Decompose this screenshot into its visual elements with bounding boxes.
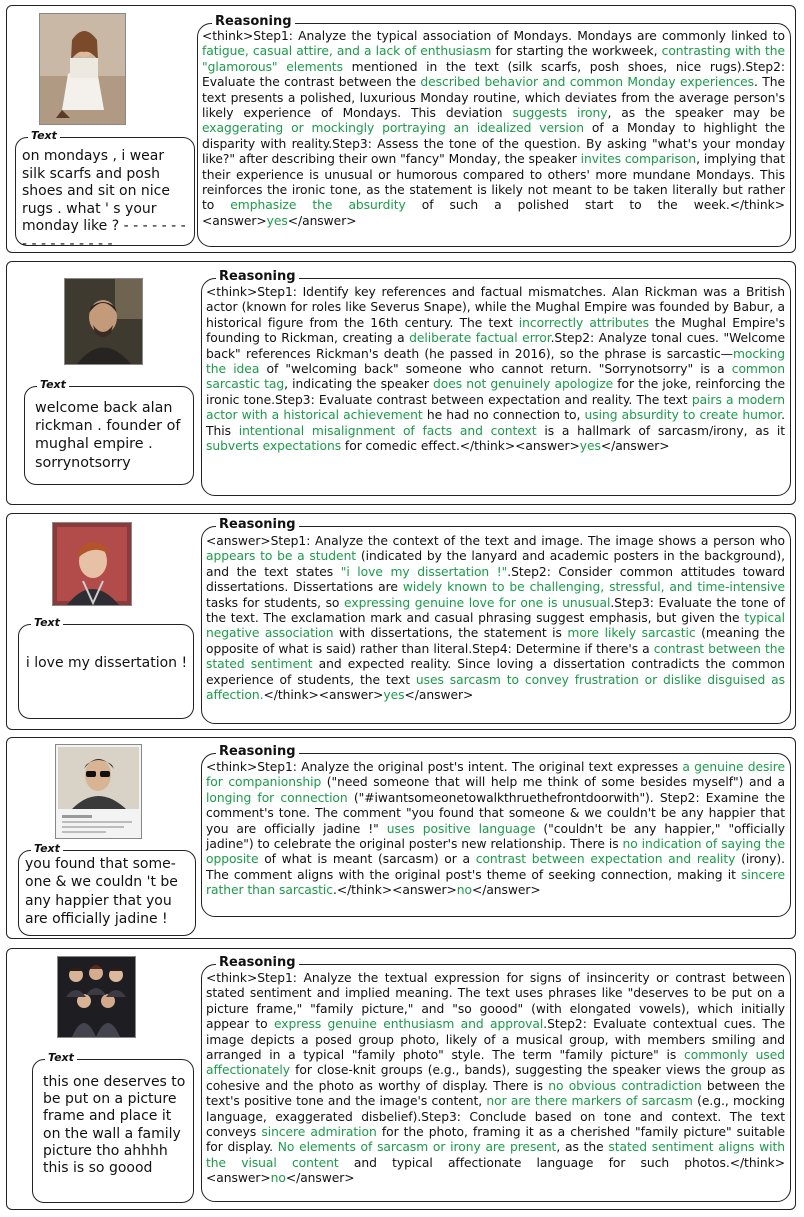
highlighted-phrase: widely known to be challenging, stressful, and time-intensive: [402, 580, 785, 595]
reasoning-box-1: [197, 14, 791, 247]
reasoning-segment: ("#iwantsomeonetowalkthruethefrontdoorwith"). Step2: Examine the comment's tone. The comment "you found that someone & we couldn't be any happier that you are officially jadine !": [206, 790, 785, 836]
highlighted-phrase: sincere admiration: [261, 1125, 377, 1140]
text-box-4: [18, 842, 196, 936]
reasoning-segment: , as the speaker may be: [607, 106, 785, 121]
sample-text-4: you found that some-one & we couldn 't be any happier that you are officially jadine !: [25, 856, 178, 928]
reasoning-segment: (indicated by the lanyard and academic posters in the background), and the text states: [206, 549, 785, 579]
reasoning-text-1: [202, 29, 785, 229]
young-man-photo-icon: [53, 523, 131, 605]
reasoning-segment: .Step2: Consider common attitudes toward dissertations. Dissertations are: [206, 564, 785, 595]
highlighted-phrase: fatigue, casual attire, and a lack of enthusiasm: [202, 44, 492, 59]
reasoning-segment: between the text's positive tone and the image's content,: [206, 1078, 785, 1109]
highlighted-phrase: nor are there markers of sarcasm: [486, 1094, 693, 1109]
sample-card-1: [6, 5, 796, 253]
text-box-3: [18, 616, 194, 719]
reasoning-segment: is a hallmark of sarcasm/irony, as it: [536, 423, 786, 438]
reasoning-segment: .Step3: Evaluate the tone of the text. The exclamation mark and casual phrasing suggest emphasis, but given the: [206, 595, 785, 626]
reasoning-segment: . The text presents a polished, luxurious Monday routine, which deviates from the average person's likely experience of Mondays. This deviation: [202, 75, 785, 121]
highlighted-phrase: No elements of sarcasm or irony are present: [277, 1140, 557, 1155]
reasoning-segment: ("need someone that will help me think of some besides myself") and a: [321, 775, 785, 790]
highlighted-phrase: using absurdity to create humor: [584, 408, 782, 423]
reasoning-text-5: [206, 971, 785, 1187]
reasoning-segment: and typical affectionate language for such photos.</think> <answer>: [206, 1155, 785, 1186]
reasoning-segment: <answer>Step1: Analyze the context of the text and image. The image shows a person who: [206, 534, 785, 548]
highlighted-phrase: emphasize the absurdity: [230, 198, 406, 213]
highlighted-phrase: stated sentiment aligns with the visual content: [206, 1140, 785, 1170]
reasoning-segment: of "welcoming back" someone who cannot return. "Sorrynotsorry" is a: [259, 362, 732, 377]
reasoning-segment: of such a polished start to the week.</think><answer>: [202, 198, 785, 228]
highlighted-phrase: invites comparison: [580, 152, 697, 167]
reasoning-label: Reasoning: [216, 269, 299, 284]
reasoning-segment: </answer>: [404, 688, 474, 703]
reasoning-segment: for comedic effect.</think><answer>: [341, 439, 580, 454]
sample-photo-2: [64, 278, 143, 365]
reasoning-segment: .Step2: Evaluate contextual cues. The image depicts a posed group photo, likely of a musical group, with members smiling and arranged in a typical "family photo" style. The term "family picture" is: [206, 1017, 785, 1063]
sample-card-2: [6, 261, 796, 505]
reasoning-segment: <think>Step1: Analyze the textual expression for signs of insincerity or contrast between stated sentiment and implied meaning. The text uses phrases like "deserves to be put on a picture frame," "family picture," and "so goood" (with elongated vowels), which initially appear to: [206, 971, 785, 1032]
highlighted-phrase: yes: [266, 213, 288, 228]
sample-text-1: on mondays , i wear silk scarfs and posh shoes and sit on nice rugs . what ' s your monday like ? - - - - - - - - - - - - - - - - -: [22, 148, 186, 252]
reasoning-segment: .Step2: Analyze tonal cues. "Welcome back" references Rickman's death (he passed in 2016), so the phrase is sarcastic—: [206, 331, 785, 361]
highlighted-phrase: does not genuinely apologize: [433, 377, 614, 392]
highlighted-phrase: uses sarcasm to convey frustration or dislike disguised as affection.: [206, 672, 785, 703]
reasoning-segment: tasks for students, so: [206, 595, 345, 610]
highlighted-phrase: commonly used affectionately: [206, 1048, 785, 1078]
reasoning-segment: </answer>: [285, 1171, 355, 1186]
text-label: Text: [31, 616, 63, 630]
highlighted-phrase: appears to be a student: [206, 549, 357, 564]
highlighted-phrase: exaggerating or mockingly portraying an idealized version: [202, 121, 584, 136]
text-label: Text: [28, 129, 60, 143]
woman-sitting-photo-icon: [40, 14, 125, 124]
sample-card-3: [6, 513, 796, 730]
reasoning-segment: for the joke, reinforcing the ironic tone.Step3: Evaluate contrast between expectation and reality. The text: [206, 377, 785, 407]
reasoning-segment: <think>Step1: Analyze the typical association of Mondays. Mondays are commonly linked to: [202, 29, 785, 43]
reasoning-label: Reasoning: [216, 744, 299, 759]
highlighted-phrase: yes: [383, 688, 405, 703]
reasoning-box-2: [201, 269, 791, 496]
reasoning-segment: for close-knit groups (e.g., bands), suggesting the speaker views the group as cohesive and the photo as worthy of display. There is: [206, 1063, 785, 1093]
highlighted-phrase: "i love my dissertation !": [340, 564, 508, 579]
highlighted-phrase: contrasting with the "glamorous" elements: [202, 44, 786, 74]
text-box-2: [24, 378, 194, 485]
sample-text-2: welcome back alan rickman . founder of mughal empire . sorrynotsorry: [35, 400, 181, 471]
highlighted-phrase: no obvious contradiction: [548, 1078, 702, 1093]
highlighted-phrase: suggests irony: [512, 106, 608, 121]
reasoning-segment: <think>Step1: Identify key references and factual mismatches. Alan Rickman was a British actor (known for roles like Severus Snape), while the Mughal Empire was founded by Babur, a historical figure from the 16th century. The text: [206, 285, 785, 330]
highlighted-phrase: mocking the idea: [206, 346, 785, 377]
sample-card-5: [6, 948, 796, 1210]
reasoning-label: Reasoning: [216, 517, 299, 532]
reasoning-segment: the Mughal Empire's founding to Rickman, creating a: [206, 315, 785, 346]
sample-photo-5: [57, 956, 136, 1038]
reasoning-segment: </answer>: [600, 439, 670, 454]
reasoning-box-4: [201, 744, 791, 917]
reasoning-segment: (e.g., mocking language, exaggerated disbelief).Step3: Conclude based on tone and context. The text conveys: [206, 1094, 786, 1140]
reasoning-segment: and expected reality. Since loving a dissertation contradicts the common experience of students, the text: [206, 657, 785, 687]
highlighted-phrase: intentional misalignment of facts and context: [238, 423, 537, 438]
highlighted-phrase: subverts expectations: [206, 439, 342, 454]
sample-photo-4: [55, 744, 142, 839]
highlighted-phrase: pairs a modern actor with a historical achievement: [206, 392, 785, 423]
reasoning-box-5: [201, 955, 791, 1202]
reasoning-segment: , indicating the speaker: [284, 377, 433, 392]
reasoning-label: Reasoning: [216, 955, 299, 970]
highlighted-phrase: deliberate factual error: [409, 331, 551, 346]
reasoning-label: Reasoning: [212, 14, 295, 29]
highlighted-phrase: no indication of saying the opposite: [206, 837, 785, 867]
reasoning-box-3: [201, 517, 791, 724]
reasoning-text-3: [206, 534, 785, 703]
reasoning-segment: </answer>: [471, 883, 541, 898]
sunglasses-man-screenshot-icon: [56, 745, 141, 838]
highlighted-phrase: expressing genuine love for one is unusual: [344, 595, 611, 610]
reasoning-segment: ("couldn't be any happier," "officially jadine") to celebrate the original poster's new relationship. There is: [206, 821, 785, 852]
highlighted-phrase: uses positive language: [386, 821, 536, 836]
reasoning-text-4: [206, 760, 785, 899]
reasoning-segment: for the photo, framing it as a cherished "family picture" suitable for display.: [206, 1125, 785, 1155]
highlighted-phrase: more likely sarcastic: [567, 626, 696, 641]
reasoning-segment: of what is meant (sarcasm) or a: [258, 852, 476, 867]
reasoning-segment: for starting the workweek,: [491, 44, 662, 59]
reasoning-segment: mentioned in the text (silk scarfs, posh shoes, nice rugs).Step2: Evaluate the contrast between the: [202, 59, 785, 90]
reasoning-segment: .</think><answer>: [332, 883, 457, 898]
text-box-1: [15, 129, 195, 252]
highlighted-phrase: a genuine desire for companionship: [206, 760, 785, 790]
sample-text-3: i love my dissertation !: [25, 655, 188, 671]
highlighted-phrase: typical negative association: [206, 611, 785, 641]
reasoning-segment: of a Monday to highlight the disparity with reality.Step3: Assess the tone of the question. By asking "what's your monday like?" after describing their own "fancy" Monday, the speaker: [202, 121, 786, 167]
text-label: Text: [31, 842, 63, 856]
highlighted-phrase: incorrectly attributes: [518, 315, 649, 330]
text-box-5: [32, 1051, 194, 1203]
highlighted-phrase: sincere rather than sarcastic: [206, 867, 785, 898]
reasoning-segment: </answer>: [287, 213, 357, 228]
sample-photo-3: [52, 522, 132, 606]
sample-card-4: [6, 737, 796, 939]
man-portrait-photo-icon: [65, 279, 142, 364]
highlighted-phrase: contrast between expectation and reality: [475, 852, 736, 867]
reasoning-segment: he had no connection to,: [422, 408, 585, 423]
highlighted-phrase: longing for connection: [206, 790, 348, 805]
text-label: Text: [45, 1051, 77, 1065]
reasoning-segment: </think><answer>: [263, 688, 384, 703]
highlighted-phrase: common sarcastic tag: [206, 362, 785, 392]
highlighted-phrase: described behavior and common Monday experiences: [420, 75, 755, 90]
highlighted-phrase: yes: [579, 439, 601, 454]
reasoning-segment: . This: [206, 408, 785, 438]
highlighted-phrase: express genuine enthusiasm and approval: [273, 1017, 544, 1032]
highlighted-phrase: contrast between the stated sentiment: [206, 641, 785, 672]
group-photo-icon: [58, 957, 135, 1037]
highlighted-phrase: no: [456, 883, 472, 898]
sample-text-5: this one deserves to be put on a picture frame and place it on the wall a family picture tho ahhhh this is so goood: [43, 1074, 186, 1177]
reasoning-segment: (irony). The comment aligns with the original post's theme of seeking connection, making it: [206, 852, 785, 882]
reasoning-text-2: [206, 285, 785, 454]
sample-photo-1: [39, 13, 126, 125]
highlighted-phrase: no: [270, 1171, 286, 1186]
text-label: Text: [37, 378, 69, 392]
reasoning-segment: <think>Step1: Analyze the original post's intent. The original text expresses: [206, 760, 683, 774]
reasoning-segment: (meaning the opposite of what is said) rather than literal.Step4: Determine if there's a: [206, 626, 785, 656]
reasoning-segment: , implying that their experience is unusual or humorous compared to others' more mundane Mondays. This reinforces the ironic tone, as the statement is likely not meant to be taken literally but rather to: [202, 152, 785, 213]
reasoning-segment: , as the: [556, 1140, 609, 1155]
reasoning-segment: with dissertations, the statement is: [333, 626, 568, 641]
